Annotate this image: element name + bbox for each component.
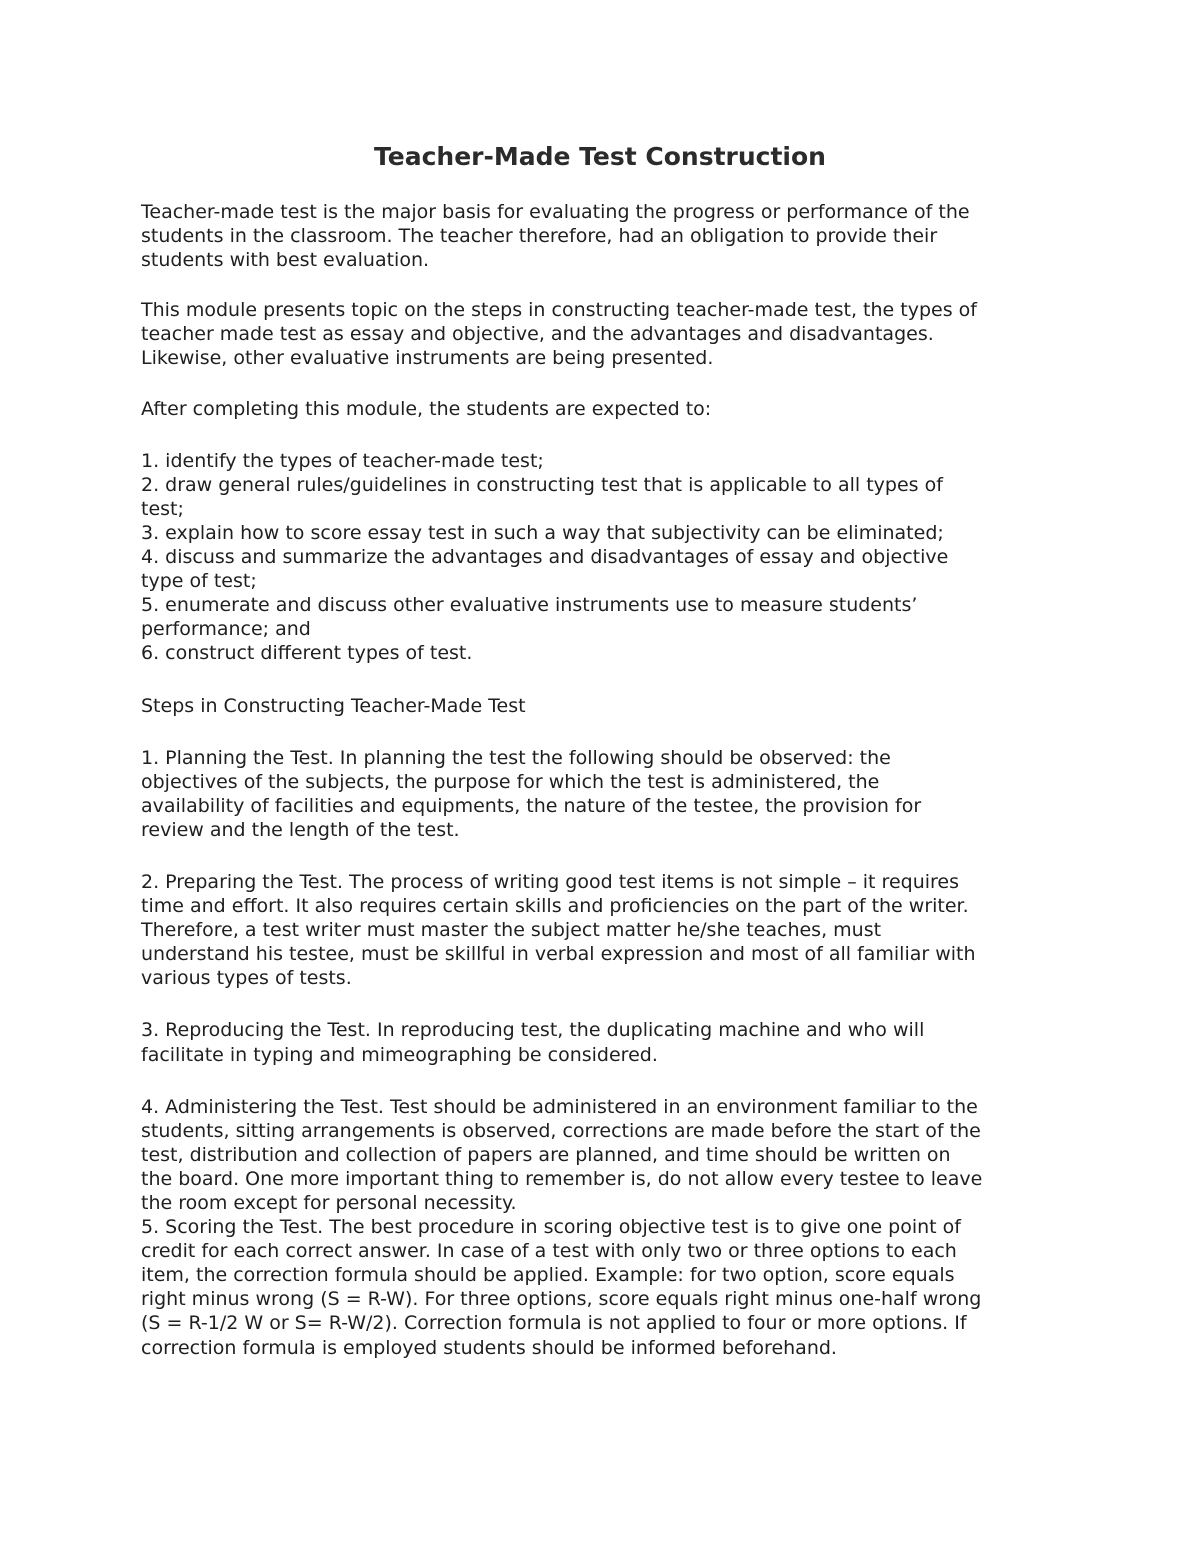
step-paragraph: 4. Administering the Test. Test should be administered in an environment familiar to the students, sitting arrangements is observed, corrections are made before the start of the test, distribution and collection of papers are planned, and time should be written on the board. One more important thing to remember is, do not allow every testee to leave the room except for personal necessity. [141,1095,983,1214]
objective-item: 3. explain how to score essay test in such a way that subjectivity can be eliminated; [141,521,944,544]
objective-item: 5. enumerate and discuss other evaluative instruments use to measure students’ performance; and [141,594,918,641]
step-paragraph: 2. Preparing the Test. The process of writing good test items is not simple – it requires time and effort. It also requires certain skills and proficiencies on the part of the writer. Therefore, a test writer must master the subject matter he/she teaches, must understand his testee, must be skillful in verbal expression and most of all familiar with various types of tests. [141,870,976,990]
intro-paragraph-2: This module presents topic on the steps in constructing teacher-made test, the types of teacher made test as essay and objective, and the advantages and disadvantages. Likewise, other evaluative instruments are being presented. [141,299,977,370]
objectives-list [141,449,1071,666]
objective-item: 2. draw general rules/guidelines in constructing test that is applicable to all types of test; [141,473,943,520]
objective-item: 6. construct different types of test. [141,642,473,665]
page-title: Teacher-Made Test Construction [374,142,826,171]
step-paragraph: 1. Planning the Test. In planning the test the following should be observed: the objectives of the subjects, the purpose for which the test is administered, the availability of facilities and equipments, the nature of the testee, the provision for review and the length of the test. [141,746,922,841]
intro-paragraph-1: Teacher-made test is the major basis for evaluating the progress or performance of the students in the classroom. The teacher therefore, had an obligation to provide their students with best evaluation. [141,201,970,272]
step-paragraph: 5. Scoring the Test. The best procedure in scoring objective test is to give one point of credit for each correct answer. In case of a test with only two or three options to each item, the correction formula should be applied. Example: for two option, score equals right minus wrong (S = R-W). For three options, score equals right minus one-half wrong (S = R-1/2 W or S= R-W/2). Correction formula is not applied to four or more options. If correction formula is employed students should be informed beforehand. [141,1216,982,1359]
objective-item: 1. identify the types of teacher-made test; [141,449,544,472]
document-body [141,200,1071,1360]
objective-item: 4. discuss and summarize the advantages and disadvantages of essay and objective type of test; [141,546,949,593]
steps-heading: Steps in Constructing Teacher-Made Test [141,694,526,717]
objectives-lead: After completing this module, the students are expected to: [141,397,712,420]
step-paragraph: 3. Reproducing the Test. In reproducing test, the duplicating machine and who will facilitate in typing and mimeographing be considered. [141,1019,925,1066]
